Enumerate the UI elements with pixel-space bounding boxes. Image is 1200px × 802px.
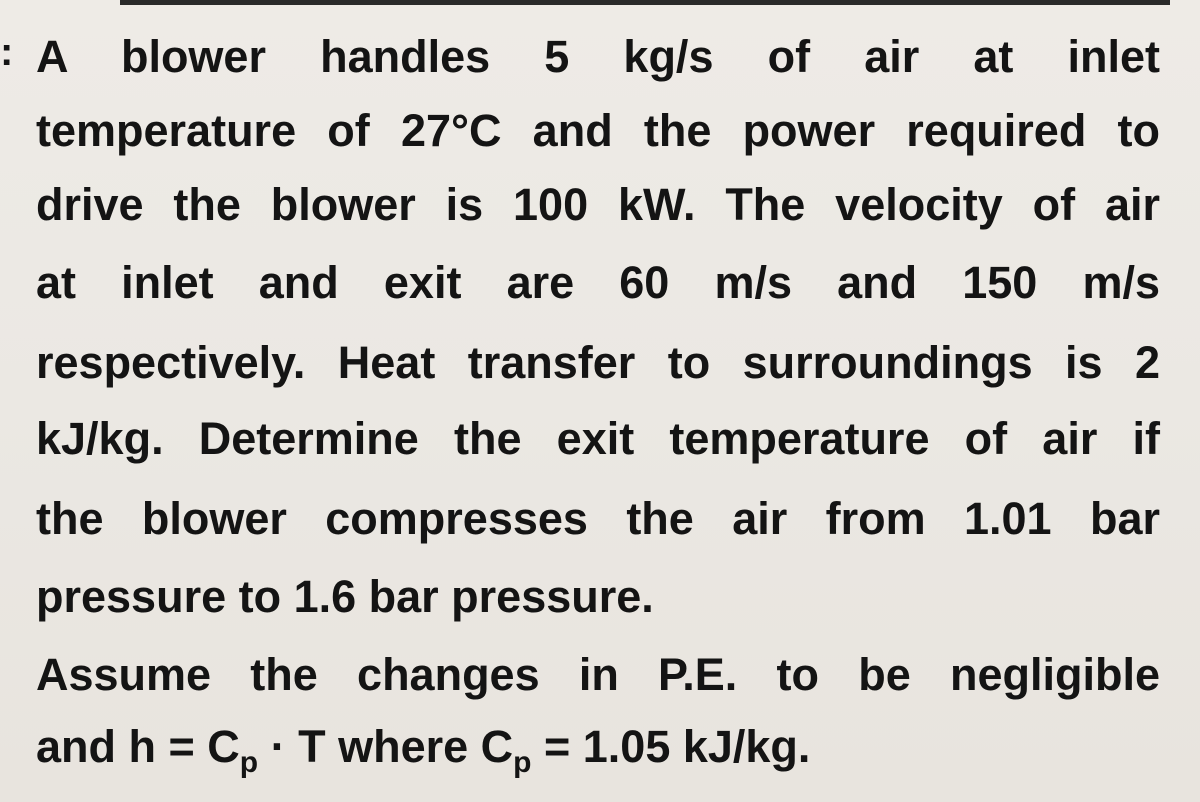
text-line-7: the blower compresses the air from 1.01 bar: [36, 493, 1160, 544]
text-line-2: temperature of 27°C and the power required to: [36, 105, 1160, 156]
equation-line: [36, 712, 810, 782]
text-line-5: respectively. Heat transfer to surroundings is 2: [36, 337, 1160, 388]
equation-part-1: and h = C: [36, 721, 240, 772]
text-line-6: kJ/kg. Determine the exit temperature of air if: [36, 413, 1160, 464]
text-line-9: Assume the changes in P.E. to be negligible: [36, 649, 1160, 700]
subscript-p-2: p: [513, 746, 532, 779]
top-rule: [120, 0, 1170, 5]
text-line-4: at inlet and exit are 60 m/s and 150 m/s: [36, 257, 1160, 308]
text-line-1: A blower handles 5 kg/s of air at inlet: [36, 31, 1160, 82]
text-line-8: pressure to 1.6 bar pressure.: [36, 571, 654, 622]
equation-part-3: = 1.05 kJ/kg.: [531, 721, 811, 772]
subscript-p-1: p: [239, 746, 259, 779]
margin-mark: :: [0, 30, 14, 74]
text-line-3: drive the blower is 100 kW. The velocity of air: [36, 179, 1160, 230]
equation-part-2: · T where C: [258, 721, 514, 772]
